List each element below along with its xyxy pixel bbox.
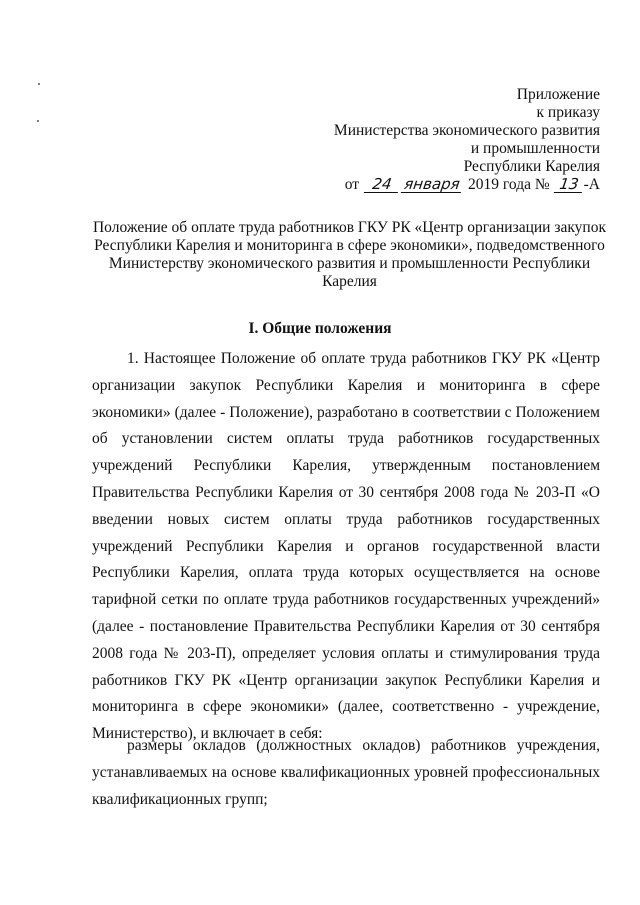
republic-name: Республики Карелия: [463, 158, 600, 175]
paragraph-2: размеры окладов (должностных окладов) работников учреждения, устанавливаемых на основе квалификационных уровней профессиональных квалификационных групп;: [92, 737, 600, 808]
document-title: Положение об оплате труда работников ГКУ РК «Центр организации закупок Республики Карелия и мониторинга в сфере экономики», подведомственного Министерству экономического развития и промышленности Республики Карелия: [92, 219, 606, 290]
order-month-handwritten: января: [401, 176, 463, 193]
order-day-handwritten: 24: [364, 176, 400, 193]
appendix-to-order: к приказу: [536, 104, 600, 121]
order-number-handwritten: 13: [553, 176, 583, 193]
ministry-name: Министерства экономического развития: [333, 122, 600, 139]
scan-speck: [37, 120, 39, 122]
section-heading: I. Общие положения: [248, 320, 392, 337]
ministry-name-cont: и промышленности: [470, 140, 600, 157]
paragraph-1: 1. Настоящее Положение об оплате труда работников ГКУ РК «Центр организации закупок Республики Карелия и мониторинга в сфере экономики» (далее - Положение), разработано в соответствии с Положением об установлении систем оплаты труда работников государственных учреждений Республики Карелия, утвержденным постановлением Правительства Республики Карелия от 30 сентября 2008 года № 203-П «О введении новых систем оплаты труда работников государственных учреждений Республики Карелия и органов государственной власти Республики Карелия, оплата труда которых осуществляется на основе тарифной сетки по оплате труда работников государственных учреждений» (далее - постановление Правительства Республики Карелия от 30 сентября 2008 года № 203-П), определяет условия оплаты и стимулирования труда работников ГКУ РК «Центр организации закупок Республики Карелия и мониторинга в сфере экономики» (далее, соответственно - учреждение, Министерство), и включает в себя:: [92, 350, 600, 743]
order-suffix: -А: [583, 176, 600, 193]
order-prefix: от: [344, 176, 360, 193]
order-year: 2019 года №: [468, 176, 550, 193]
scan-speck: [38, 83, 40, 85]
appendix-label: Приложение: [516, 86, 600, 103]
order-date-number: [334, 176, 600, 194]
appendix-header: [334, 86, 600, 194]
